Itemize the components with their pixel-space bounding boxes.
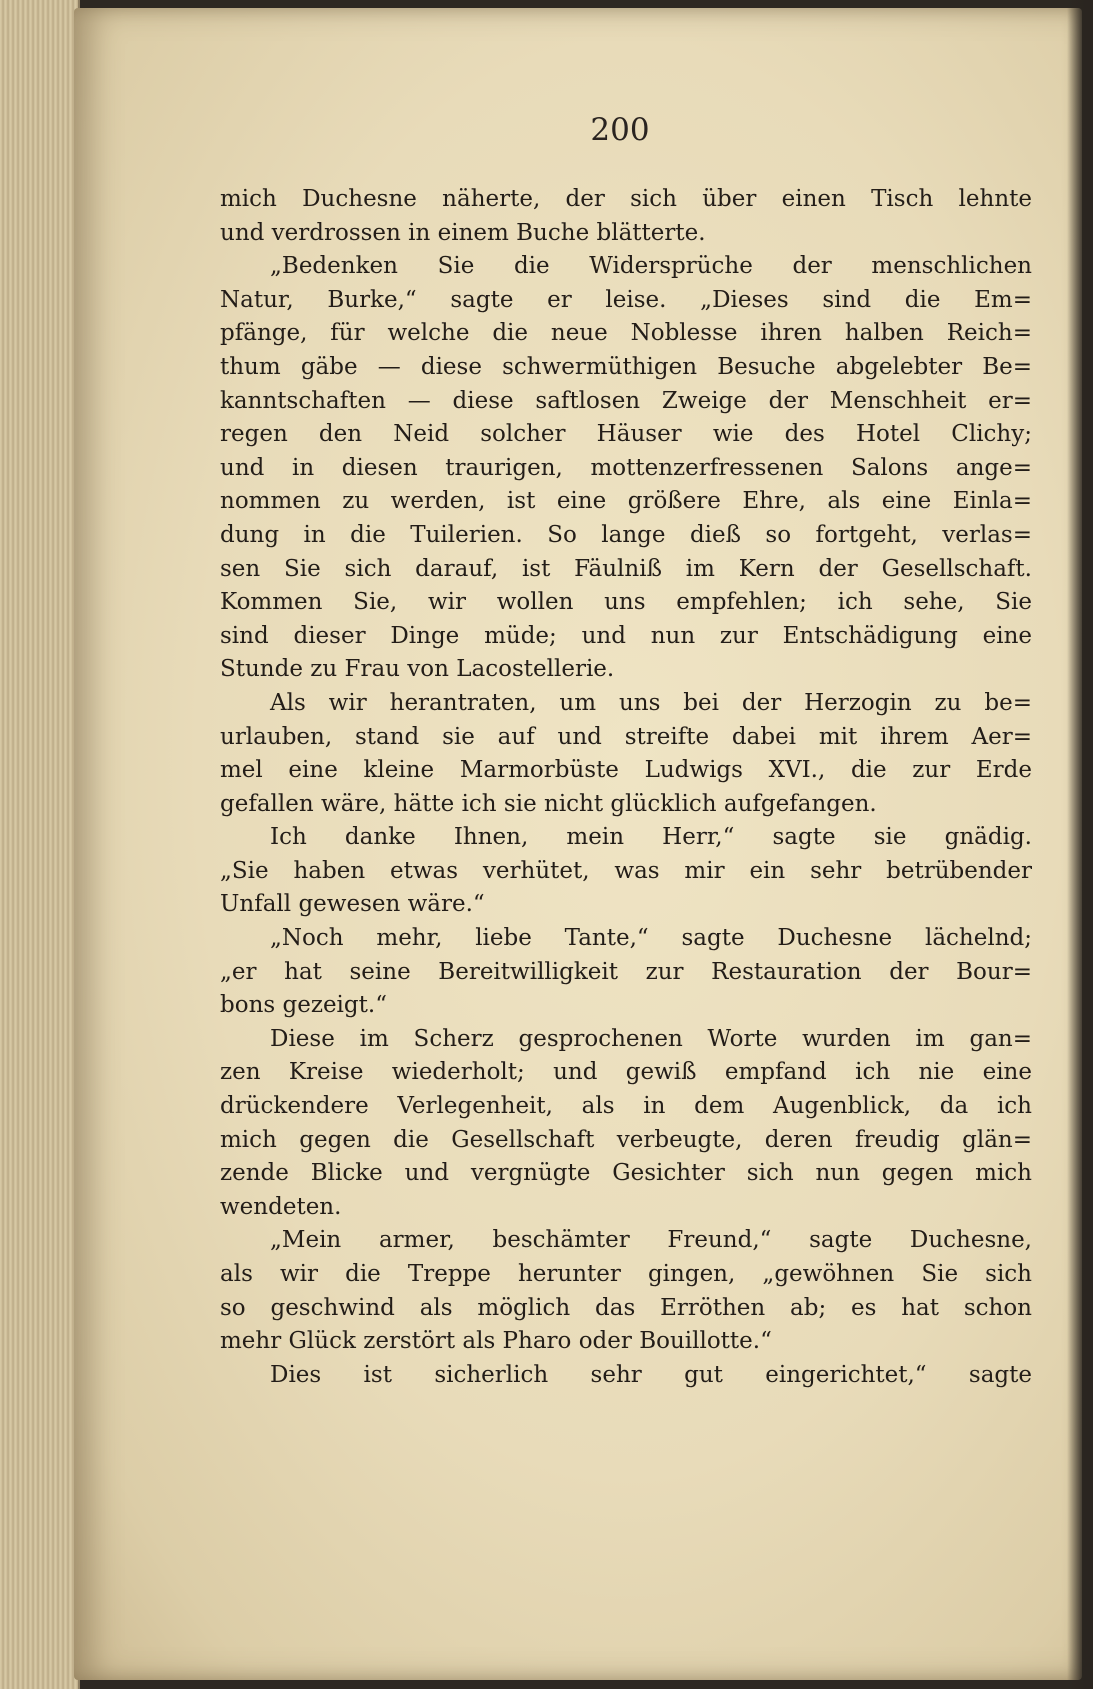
page-stack-edge <box>0 0 80 1689</box>
text-line: „Mein armer, beschämter Freund,“ sagte Duchesne, <box>270 1227 1032 1254</box>
text-line: und verdrossen in einem Buche blätterte. <box>220 219 706 246</box>
text-line: wendeten. <box>220 1193 342 1220</box>
text-line: Ich danke Ihnen, mein Herr,“ sagte sie gnädig. <box>270 824 1032 851</box>
text-line: so geschwind als möglich das Erröthen ab; es hat schon <box>220 1294 1032 1321</box>
text-line: zende Blicke und vergnügte Gesichter sich nun gegen mich <box>220 1160 1032 1187</box>
text-line: Unfall gewesen wäre.“ <box>220 891 485 918</box>
text-line: sind dieser Dinge müde; und nun zur Entschädigung eine <box>220 622 1032 649</box>
text-line: mel eine kleine Marmorbüste Ludwigs XVI., die zur Erde <box>220 757 1032 784</box>
text-line: Stunde zu Frau von Lacostellerie. <box>220 656 615 683</box>
text-line: urlauben, stand sie auf und streifte dabei mit ihrem Aer= <box>220 723 1032 750</box>
text-line: gefallen wäre, hätte ich sie nicht glücklich aufgefangen. <box>220 790 877 817</box>
text-line: nommen zu werden, ist eine größere Ehre, als eine Einla= <box>220 488 1032 515</box>
text-line: thum gäbe — diese schwermüthigen Besuche abgelebter Be= <box>220 353 1032 380</box>
text-line: pfänge, für welche die neue Noblesse ihren halben Reich= <box>220 320 1032 347</box>
text-line: mich gegen die Gesellschaft verbeugte, deren freudig glän= <box>220 1126 1032 1153</box>
text-line: Diese im Scherz gesprochenen Worte wurden im gan= <box>270 1025 1032 1052</box>
text-line: dung in die Tuilerien. So lange dieß so fortgeht, verlas= <box>220 521 1032 548</box>
text-line: Als wir herantraten, um uns bei der Herzogin zu be= <box>270 689 1032 716</box>
text-line: „Noch mehr, liebe Tante,“ sagte Duchesne lächelnd; <box>270 925 1032 952</box>
text-line: Natur, Burke,“ sagte er leise. „Dieses sind die Em= <box>220 286 1032 313</box>
text-line: zen Kreise wiederholt; und gewiß empfand ich nie eine <box>220 1059 1032 1086</box>
gutter-shadow <box>1067 0 1093 1689</box>
text-line: kanntschaften — diese saftlosen Zweige der Menschheit er= <box>220 387 1032 414</box>
text-line: als wir die Treppe herunter gingen, „gewöhnen Sie sich <box>220 1261 1032 1287</box>
text-line: „Bedenken Sie die Widersprüche der menschlichen <box>270 253 1032 280</box>
text-line: mich Duchesne näherte, der sich über einen Tisch lehnte <box>220 186 1032 212</box>
body-text <box>220 183 1032 1392</box>
text-line: bons gezeigt.“ <box>220 992 387 1019</box>
text-line: „Sie haben etwas verhütet, was mir ein sehr betrübender <box>220 857 1032 884</box>
text-line: Kommen Sie, wir wollen uns empfehlen; ich sehe, Sie <box>220 589 1032 616</box>
text-line: „er hat seine Bereitwilligkeit zur Restauration der Bour= <box>220 958 1032 985</box>
page-number: 200 <box>590 112 650 148</box>
text-line: sen Sie sich darauf, ist Fäulniß im Kern der Gesellschaft. <box>220 555 1032 582</box>
text-line: drückendere Verlegenheit, als in dem Augenblick, da ich <box>220 1093 1032 1120</box>
text-line: Dies ist sicherlich sehr gut eingerichtet,“ sagte <box>270 1361 1032 1388</box>
text-line: regen den Neid solcher Häuser wie des Hotel Clichy; <box>220 421 1032 448</box>
text-line: mehr Glück zerstört als Pharo oder Bouillotte.“ <box>220 1328 772 1355</box>
text-line: und in diesen traurigen, mottenzerfressenen Salons ange= <box>220 454 1032 481</box>
